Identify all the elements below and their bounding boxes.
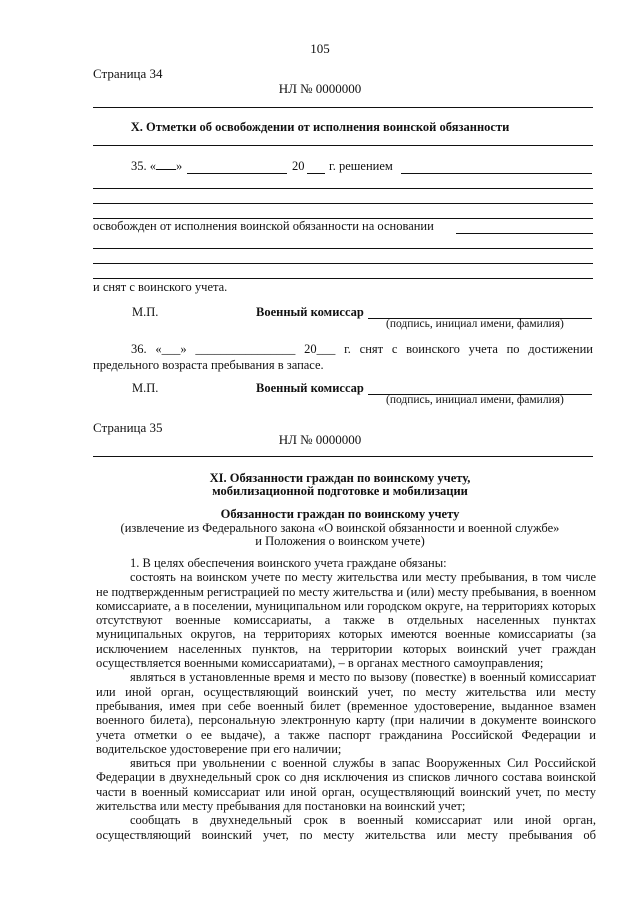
fill-line: [93, 203, 593, 204]
extract-line-1: (извлечение из Федерального закона «О воинской обязанности и военной службе»: [120, 521, 560, 535]
stamp-label-1: М.П.: [132, 305, 159, 319]
sub-title: Обязанности граждан по воинскому учету: [220, 507, 460, 521]
extract-line-2: и Положения о воинском учете): [255, 534, 425, 548]
item-35-suffix: г. решением: [329, 159, 393, 173]
paragraph-3: являться в установленные время и место по вызову (повестке) в военный комиссариат или иной орган, осуществляющий воинский учет, по месту жительства или месту пребывания, имея при себе военный билет (временное удостоверение, выданное взамен военного билета), персональную электронную карту (при наличии в документе воинского учета отметки о ее выдаче), а также паспорт гражданина Российской Федерации и водительское удостоверение при его наличии;: [96, 670, 596, 756]
fill-line: [93, 248, 593, 249]
page-number: 105: [310, 41, 330, 56]
fill-line: [93, 263, 593, 264]
section-title-xi-2: мобилизационной подготовке и мобилизации: [212, 484, 468, 498]
paragraph-1: 1. В целях обеспечения воинского учета граждане обязаны:: [130, 556, 447, 570]
fill-line: [456, 233, 593, 234]
divider: [93, 107, 593, 108]
paragraph-4: явиться при увольнении с военной службы в запас Вооруженных Сил Российской Федерации в двухнедельный срок со дня исключения из списков личного состава воинской части в военный комиссариат или иной орган, осуществляющий воинский учет, по месту жительства или месту пребывания для постановки на воинский учет;: [96, 756, 596, 814]
nl-number-35: НЛ № 0000000: [278, 432, 362, 447]
item-36-line-2: предельного возраста пребывания в запасе.: [93, 358, 324, 372]
nl-number-34: НЛ № 0000000: [278, 81, 362, 96]
stamp-label-2: М.П.: [132, 381, 159, 395]
section-title-x: X. Отметки об освобождении от исполнения воинской обязанности: [130, 120, 510, 134]
paragraph-2: состоять на воинском учете по месту жительства или месту пребывания, в том числе не подтвержденным регистрацией по месту жительства и (или) месту пребывания, в военном комиссариате, а в поселении, муниципальном или городском округе, на территориях которых отсутствуют военные комиссариаты, а также в отдельных населенных пунктах муниципальных округов, на территориях которых имеются военные комиссариаты (за исключением населенных пунктов, на территории которых воинский учет граждан осуществляется военными комиссариатами), – в органах местного самоуправления;: [96, 570, 596, 671]
page-label-34: Страница 34: [93, 66, 163, 81]
released-text: освобожден от исполнения воинской обязанности на основании: [93, 219, 434, 233]
paragraph-5: сообщать в двухнедельный срок в военный комиссариат или иной орган, осуществляющий воинский учет, по месту жительства или месту пребывания об: [96, 813, 596, 842]
removed-text: и снят с воинского учета.: [93, 280, 228, 294]
fill-line: [307, 173, 325, 174]
page-label-35: Страница 35: [93, 420, 163, 435]
obligations-text: [96, 556, 596, 842]
commissar-label-1: Военный комиссар: [256, 305, 364, 319]
item-35-prefix: 35. «: [131, 159, 156, 173]
commissar-label-2: Военный комиссар: [256, 381, 364, 395]
fill-line: [187, 173, 287, 174]
divider: [93, 456, 593, 457]
fill-line: [401, 173, 592, 174]
item-35-year: 20: [292, 159, 305, 173]
signature-caption-1: (подпись, инициал имени, фамилия): [386, 318, 564, 330]
divider: [93, 145, 593, 146]
item-36-line-1: 36. «___» ________________ 20___ г. снят с воинского учета по достижении: [131, 342, 593, 356]
signature-caption-2: (подпись, инициал имени, фамилия): [386, 394, 564, 406]
section-title-xi-1: XI. Обязанности граждан по воинскому учету,: [209, 471, 471, 485]
item-35-mid: »: [176, 159, 183, 173]
fill-line: [93, 278, 593, 279]
fill-line: [93, 188, 593, 189]
item-35: [131, 159, 182, 174]
